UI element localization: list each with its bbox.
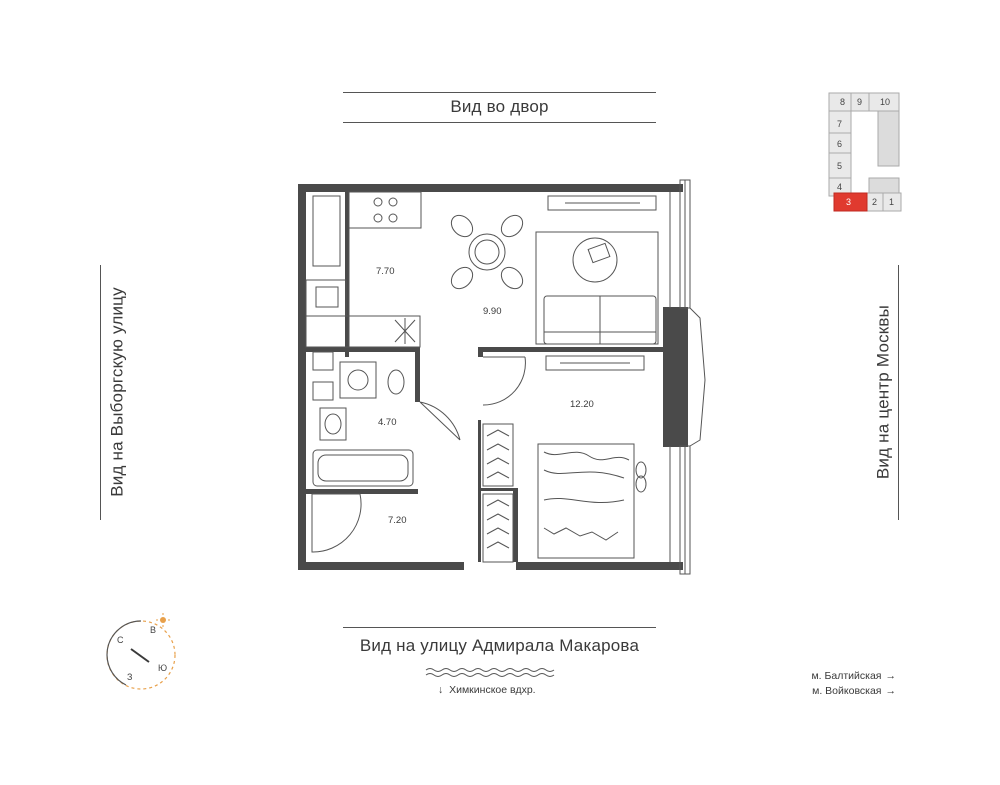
compass-west: З xyxy=(127,672,133,682)
water-name: Химкинское вдхр. xyxy=(449,684,536,696)
section-7-label: 7 xyxy=(837,119,843,129)
bedroom-furniture xyxy=(538,356,646,558)
wardrobes xyxy=(483,424,513,562)
section-8-label: 8 xyxy=(840,97,846,107)
compass-east: В xyxy=(150,625,157,635)
view-center-label: Вид на центр Москвы xyxy=(873,304,893,480)
kitchen-furniture xyxy=(306,192,421,347)
right-arrow-icon: → xyxy=(885,670,896,682)
down-arrow-icon: ↓ xyxy=(438,684,444,696)
section-9-label: 9 xyxy=(857,97,863,107)
interior-walls xyxy=(306,192,663,562)
section-2-label: 2 xyxy=(872,197,878,207)
section-6-label: 6 xyxy=(837,139,843,149)
compass-north: С xyxy=(117,635,124,645)
view-courtyard-label: Вид во двор xyxy=(450,97,549,116)
area-kitchen: 7.70 xyxy=(376,266,395,277)
area-bathroom: 4.70 xyxy=(378,417,397,428)
section-3-label: 3 xyxy=(846,197,852,207)
metro-name: м. Войковская xyxy=(812,685,882,697)
right-arrow-icon: → xyxy=(885,685,896,697)
view-vyborgskaya-label: Вид на Выборгскую улицу xyxy=(107,287,127,497)
metro-name: м. Балтийская xyxy=(811,670,882,682)
dining-table xyxy=(447,211,527,293)
section-10-label: 10 xyxy=(880,97,891,107)
living-furniture xyxy=(536,196,658,344)
section-4-label: 4 xyxy=(837,182,843,192)
area-living: 9.90 xyxy=(483,306,502,317)
view-street-label: Вид на улицу Адмирала Макарова xyxy=(359,636,640,655)
area-bedroom: 12.20 xyxy=(570,399,594,410)
bathroom-fixtures xyxy=(313,352,413,486)
area-hallway: 7.20 xyxy=(388,515,407,526)
section-1-label: 1 xyxy=(889,197,895,207)
compass-south: Ю xyxy=(158,663,168,673)
section-5-label: 5 xyxy=(837,161,843,171)
